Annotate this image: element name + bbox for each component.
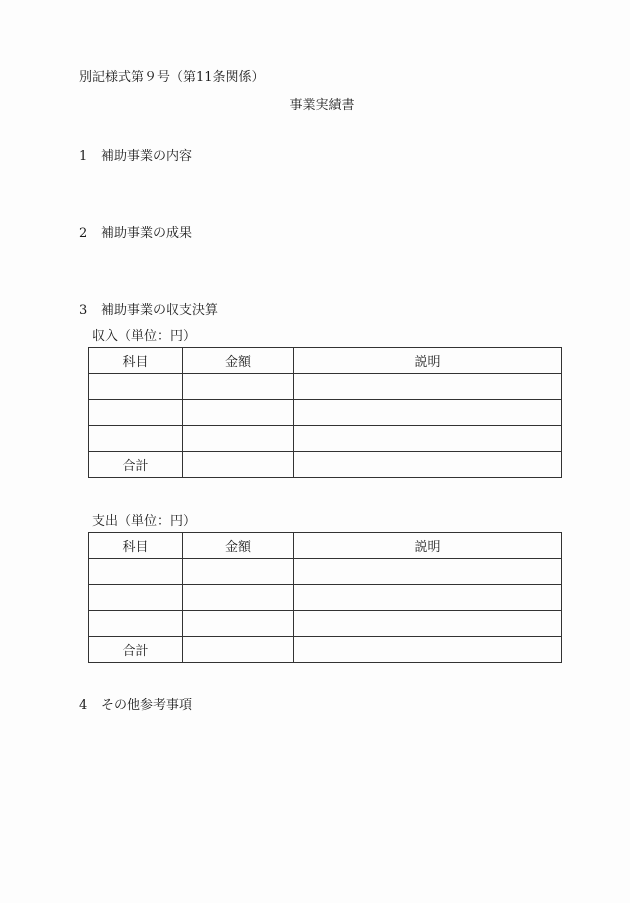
table-cell[interactable]: [89, 559, 183, 585]
column-header-description: 説明: [294, 348, 562, 374]
form-number: 別記様式第９号（第11条関係）: [79, 70, 265, 85]
table-row: [89, 400, 562, 426]
income-table-caption: 収入（単位：円）: [92, 329, 197, 344]
table-header-row: [89, 533, 562, 559]
section-heading-1: [79, 145, 192, 164]
total-description-cell[interactable]: [294, 637, 562, 663]
section-title: その他参考事項: [101, 698, 193, 713]
section-number: 1: [79, 149, 88, 164]
table-cell[interactable]: [183, 374, 294, 400]
table-cell[interactable]: [183, 611, 294, 637]
expense-table: [88, 532, 562, 663]
section-number: 2: [79, 226, 88, 241]
table-cell[interactable]: [294, 559, 562, 585]
total-label: 合計: [89, 637, 183, 663]
section-title: 補助事業の内容: [101, 149, 193, 164]
table-cell[interactable]: [183, 426, 294, 452]
total-amount-cell[interactable]: [183, 637, 294, 663]
table-row: [89, 374, 562, 400]
table-cell[interactable]: [183, 585, 294, 611]
table-cell[interactable]: [294, 426, 562, 452]
total-description-cell[interactable]: [294, 452, 562, 478]
column-header-amount: 金額: [183, 533, 294, 559]
table-cell[interactable]: [183, 559, 294, 585]
table-row: [89, 611, 562, 637]
table-cell[interactable]: [294, 400, 562, 426]
section-heading-4: [79, 694, 192, 713]
expense-table-caption: 支出（単位：円）: [92, 514, 197, 529]
section-heading-2: [79, 222, 192, 241]
income-table: [88, 347, 562, 478]
table-cell[interactable]: [89, 611, 183, 637]
total-row: [89, 452, 562, 478]
table-cell[interactable]: [89, 426, 183, 452]
table-cell[interactable]: [89, 374, 183, 400]
table-cell[interactable]: [89, 585, 183, 611]
document-title: 事業実績書: [289, 98, 355, 113]
section-number: 3: [79, 303, 88, 318]
table-cell[interactable]: [183, 400, 294, 426]
column-header-item: 科目: [89, 533, 183, 559]
table-cell[interactable]: [294, 611, 562, 637]
total-row: [89, 637, 562, 663]
table-row: [89, 559, 562, 585]
table-cell[interactable]: [89, 400, 183, 426]
table-row: [89, 585, 562, 611]
table-cell[interactable]: [294, 585, 562, 611]
section-heading-3: [79, 299, 218, 318]
total-amount-cell[interactable]: [183, 452, 294, 478]
total-label: 合計: [89, 452, 183, 478]
column-header-amount: 金額: [183, 348, 294, 374]
table-header-row: [89, 348, 562, 374]
section-title: 補助事業の収支決算: [101, 303, 219, 318]
section-title: 補助事業の成果: [101, 226, 193, 241]
section-number: 4: [79, 698, 88, 713]
table-row: [89, 426, 562, 452]
column-header-item: 科目: [89, 348, 183, 374]
table-cell[interactable]: [294, 374, 562, 400]
column-header-description: 説明: [294, 533, 562, 559]
